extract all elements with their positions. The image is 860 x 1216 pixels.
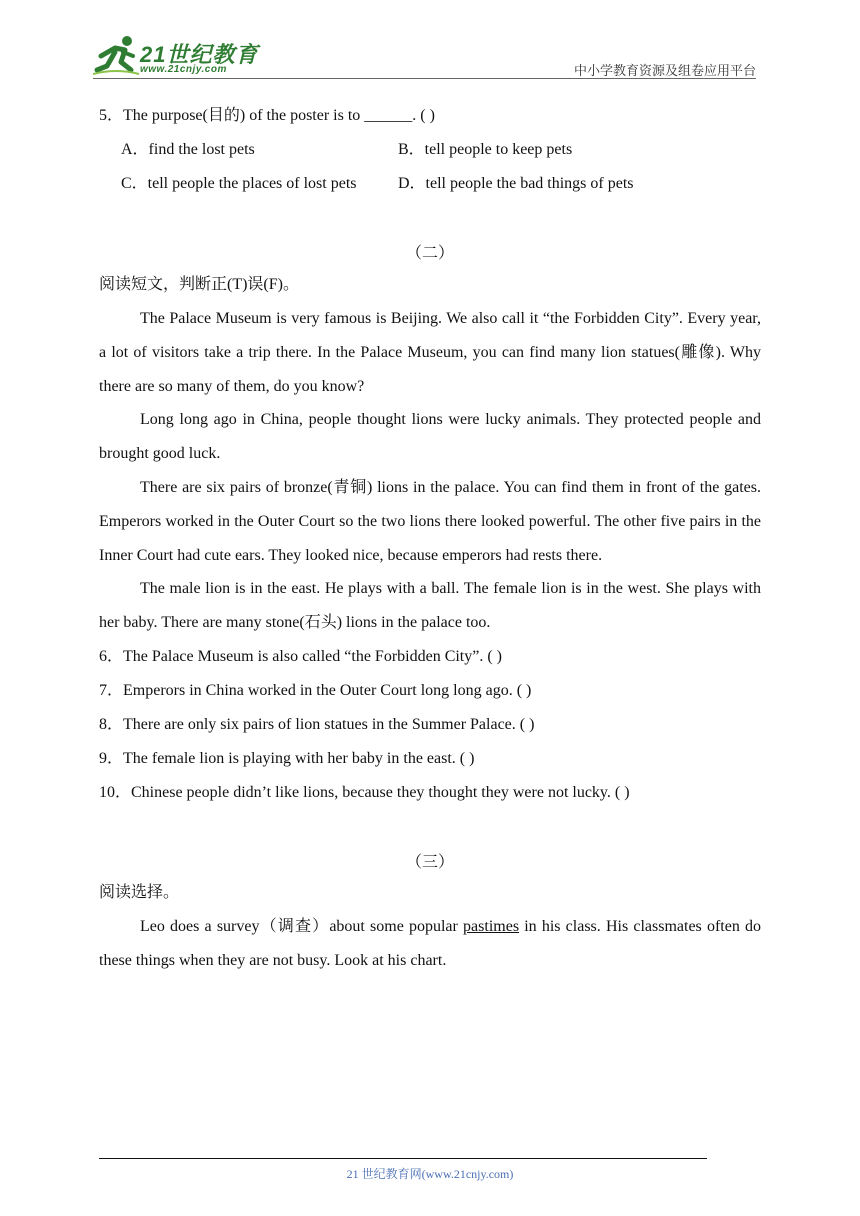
section3-instruction: 阅读选择。 bbox=[99, 884, 180, 901]
section3-text-before: Leo does a survey（调查）about some popular bbox=[140, 918, 464, 935]
logo-text: 21世纪教育 bbox=[140, 42, 259, 67]
q5-option-b: B．tell people to keep pets bbox=[398, 141, 573, 158]
section3-paragraph bbox=[99, 910, 761, 978]
question-9: 9．The female lion is playing with her baby in the east. ( ) bbox=[99, 750, 475, 767]
section2-heading: （二） bbox=[405, 245, 454, 262]
header-platform-name: 中小学教育资源及组卷应用平台 bbox=[573, 64, 756, 79]
question-8: 8．There are only six pairs of lion statues in the Summer Palace. ( ) bbox=[99, 716, 535, 733]
question-6: 6．The Palace Museum is also called “the Forbidden City”. ( ) bbox=[99, 648, 503, 665]
q5-stem: 5．The purpose(目的) of the poster is to ______. ( ) bbox=[99, 107, 435, 124]
section2-instruction: 阅读短文，判断正(T)误(F)。 bbox=[99, 276, 299, 293]
logo-url: www.21cnjy.com bbox=[140, 64, 227, 75]
question-7: 7．Emperors in China worked in the Outer Court long long ago. ( ) bbox=[99, 682, 532, 699]
section2-paragraph-1: The Palace Museum is very famous is Beijing. We also call it “the Forbidden City”. Every year, a lot of visitors take a trip there. In the Palace Museum, you can find many lion statues(雕像). Why there are so many of them, do you know? bbox=[99, 310, 761, 395]
q5-option-c: C．tell people the places of lost pets bbox=[121, 175, 357, 192]
section2-paragraph-3: There are six pairs of bronze(青铜) lions in the palace. You can find them in front of the gates. Emperors worked in the Outer Court so the two lions there looked powerful. The other five pairs in the Inner Court had cute ears. They looked nice, because emperors had rests there. bbox=[99, 479, 761, 564]
underlined-word-pastimes: pastimes bbox=[463, 918, 520, 935]
runner-icon bbox=[93, 34, 141, 78]
q5-option-a: A．find the lost pets bbox=[121, 141, 255, 158]
section3-heading: （三） bbox=[405, 854, 454, 871]
section2-paragraph-2: Long long ago in China, people thought lions were lucky animals. They protected people and brought good luck. bbox=[99, 411, 761, 462]
section2-paragraph-4: The male lion is in the east. He plays with a ball. The female lion is in the west. She plays with her baby. There are many stone(石头) lions in the palace too. bbox=[99, 580, 761, 631]
section3-text-after: in his class. His classmates often do these things when they are not busy. Look at his chart. bbox=[99, 918, 761, 969]
q5-option-d: D．tell people the bad things of pets bbox=[398, 175, 634, 192]
footer-divider bbox=[99, 1158, 707, 1159]
question-10: 10．Chinese people didn’t like lions, because they thought they were not lucky. ( ) bbox=[99, 784, 630, 801]
footer-site-link[interactable]: 21 世纪教育网(www.21cnjy.com) bbox=[346, 1167, 514, 1181]
header-divider bbox=[93, 78, 756, 79]
